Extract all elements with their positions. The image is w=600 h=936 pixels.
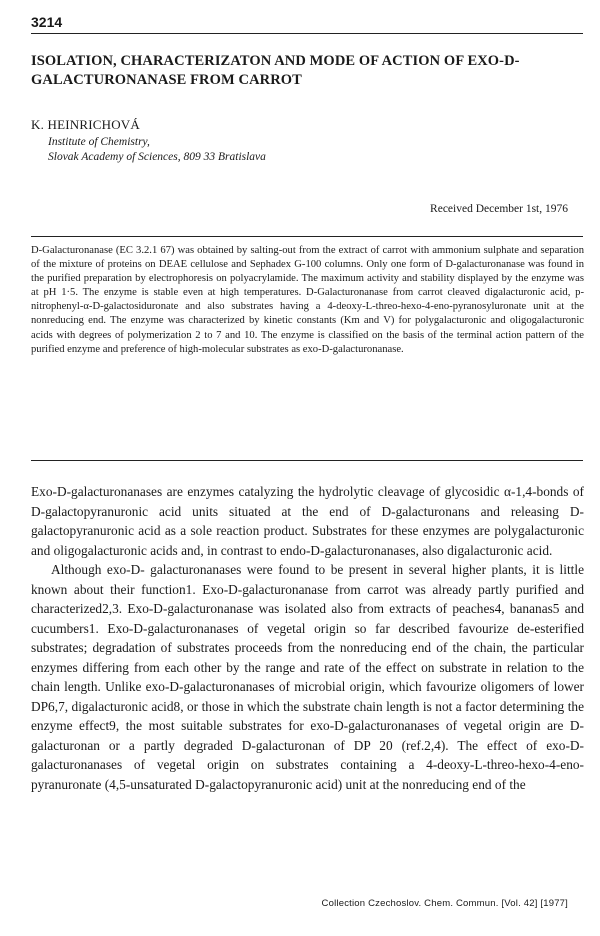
affiliation-line-2: Slovak Academy of Sciences, 809 33 Bratislava [48,151,266,163]
page-number: 3214 [31,14,63,30]
body-paragraph-1: Exo-D-galacturonanases are enzymes catalyzing the hydrolytic cleavage of glycosidic α-1,4-bonds of D-galactopyranuronic acid units situated at the end of D-galacturonans and releasing D-galactopyranuronic acid as a sole reaction product. Substrates for these enzymes are polygalacturonic and oligogalacturonic acids and, in contrast to endo-D-galacturonanases, also digalacturonic acid. [31,484,584,558]
article-title: ISOLATION, CHARACTERIZATON AND MODE OF ACTION OF EXO-D-GALACTURONANASE FROM CARROT [31,53,520,88]
received-date: Received December 1st, 1976 [430,203,568,215]
author-affiliation [48,135,266,165]
article-body [31,482,584,794]
abstract: D-Galacturonanase (EC 3.2.1 67) was obtained by salting-out from the extract of carrot with ammonium sulphate and separation of the mixture of proteins on DEAE cellulose and Sephadex G-100 columns. Only one form of D-galacturonanase was found in the purified preparation by electrophoresis on polyacrylamide. The maximum activity and stability displayed by the enzyme was at pH 1·5. The enzyme is stable even at high temperatures. D-Galacturonanase from carrot cleaved digalacturonic acid, p-nitrophenyl-α-D-galactosiduronate and also substrates having a 4-deoxy-L-threo-hexo-4-eno-pyranosyluronate unit at the nonreducing end. The enzyme was characterized by kinetic constants (Km and V) for polygalacturonic and oligogalacturonic acids with degrees of polymerization 2 to 7 and 10. The enzyme is classified on the basis of the terminal action pattern of the purified enzyme and preference of high-molecular substrates as exo-D-galacturonanase. [31,245,584,355]
abstract-top-rule [31,236,583,237]
affiliation-line-1: Institute of Chemistry, [48,136,150,148]
header-rule [31,33,583,34]
journal-footer: Collection Czechoslov. Chem. Commun. [Vol. 42] [1977] [321,898,568,909]
body-paragraph-2: Although exo-D- galacturonanases were found to be present in several higher plants, it is little known about their function1. Exo-D-galacturonanase from carrot was already partly purified and characterized2,3. Exo-D-galacturonanase was isolated also from extracts of peaches4, bananas5 and cucumbers1. Exo-D-galacturonanases of vegetal origin so far described favourize de-esterified substrates; degradation of substrates proceeds from the nonreducing end of the chain, the particular enzymes differing from each other by the range and rate of the effect on substrate in relation to the chain length. Unlike exo-D-galacturonanases of microbial origin, which favourize oligomers of lower DP6,7, digalacturonic acid8, or those in which the substrate chain length is not a factor determining the enzyme effect9, the most suitable substrates for exo-D-galacturonanases of vegetal origin are D-galacturonan or a partly degraded D-galacturonan of DP 20 (ref.2,4). The effect of exo-D-galacturonanases of vegetal origin on substrates containing a 4-deoxy-L-threo-hexo-4-eno-pyranuronate (4,5-unsaturated D-galactopyranuronic acid) unit at the nonreducing end of the [31,562,584,792]
author-name: K. HEINRICHOVÁ [31,117,140,132]
abstract-bottom-rule [31,460,583,461]
